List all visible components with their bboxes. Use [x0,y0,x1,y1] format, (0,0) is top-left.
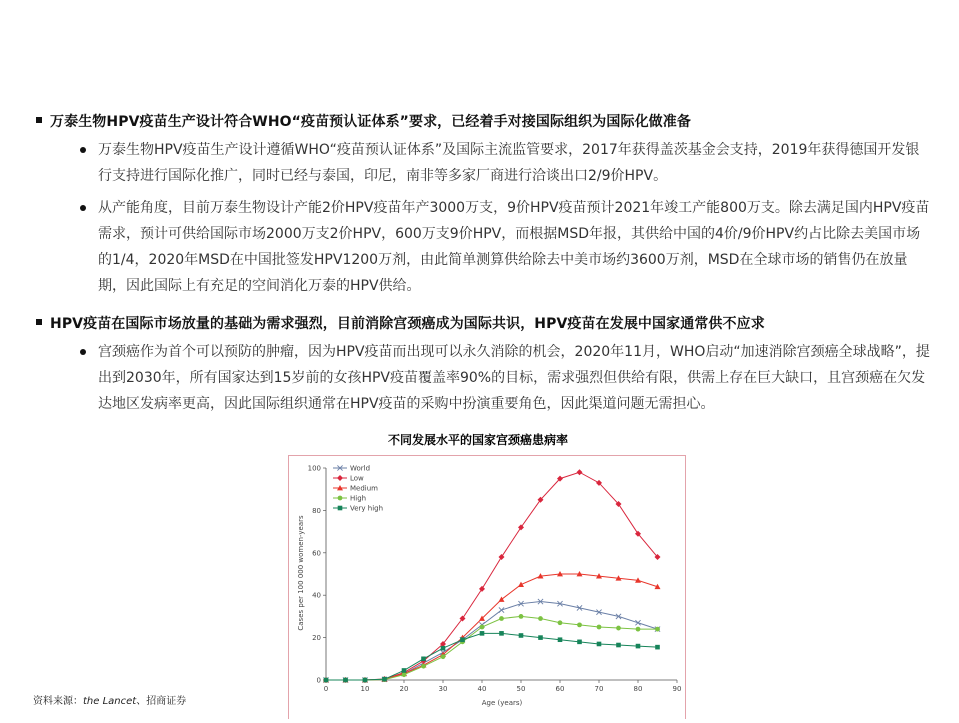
bullet-paragraph [74,137,932,189]
x-tick-label: 50 [516,685,526,693]
data-point [343,678,348,683]
data-point [363,678,368,683]
data-point [441,646,446,651]
data-point [558,637,563,642]
bullet-paragraph [74,195,932,299]
x-tick-label: 40 [477,685,487,693]
data-point [519,633,524,638]
legend-marker [338,506,343,511]
chart-frame [289,456,686,720]
data-point [460,637,465,642]
data-point [597,642,602,647]
y-tick-label: 20 [312,634,321,643]
x-tick-label: 70 [594,685,604,693]
legend-label: Low [350,474,364,483]
data-point [324,678,329,683]
x-tick-label: 60 [555,685,565,693]
section-heading-text: 万泰生物HPV疫苗生产设计符合WHO“疫苗预认证体系”要求，已经着手对接国际组织为国际化做准备 [50,114,691,130]
section-heading-demand [36,313,765,333]
legend-marker [338,496,343,501]
data-point [655,645,660,650]
source-prefix: 资料来源： [33,696,83,707]
round-bullet-icon [80,205,86,211]
data-point [421,664,426,669]
bullet-paragraph [74,339,932,417]
source-journal: the Lancet [83,696,137,707]
y-tick-label: 40 [312,591,321,600]
data-point [597,625,602,630]
data-point [441,654,446,659]
section-heading-internationalization [36,111,691,131]
y-tick-label: 60 [312,549,321,558]
legend-label: Very high [350,504,384,513]
data-point [616,626,621,631]
y-axis-label: Cases per 100 000 women-years [297,515,305,631]
data-point [421,657,426,662]
x-axis-label: Age (years) [481,699,523,707]
x-tick-label: 90 [672,685,682,693]
data-point [558,620,563,625]
y-tick-label: 100 [307,464,321,473]
bullet-text: 宫颈癌作为首个可以预防的肿瘤，因为HPV疫苗而出现可以永久消除的机会，2020年11月，WHO启动“加速消除宫颈癌全球战略”，提出到2030年，所有国家达到15岁前的女孩HPV疫苗覆盖率90%的目标，需求强烈但供给有限，供需上存在巨大缺口，且宫颈癌在欠发达地区发病率更高，因此国际组织通常在HPV疫苗的采购中扮演重要角色，因此渠道问题无需担心。 [98,344,930,412]
x-tick-label: 30 [438,685,448,693]
data-point [538,635,543,640]
x-tick-label: 80 [633,685,643,693]
legend-label: World [350,464,371,473]
legend-label: High [350,494,367,503]
data-point [499,616,504,621]
cervical-cancer-chart [288,455,686,719]
data-point [402,668,407,673]
square-bullet-icon [36,117,42,123]
chart-svg [288,455,686,719]
data-point [636,644,641,649]
data-point [538,616,543,621]
x-tick-label: 10 [360,685,370,693]
data-point [577,622,582,627]
bullet-text: 从产能角度，目前万泰生物设计产能2价HPV疫苗年产3000万支，9价HPV疫苗预计2021年竣工产能800万支。除去满足国内HPV疫苗需求，预计可供给国际市场2000万支2价HPV，600万支9价HPV，而根据MSD年报，其供给中国的4价/9价HPV约占比除去美国市场的1/4，2020年MSD在中国批签发HPV1200万剂，由此简单测算供给除去中美市场约3600万剂，MSD在全球市场的销售仍在放量期，因此国际上有充足的空间消化万泰的HPV供给。 [98,200,930,294]
x-tick-label: 0 [323,685,329,693]
y-tick-label: 80 [312,506,321,515]
data-point [382,677,387,682]
data-point [616,643,621,648]
x-tick-label: 20 [399,685,409,693]
source-note [33,692,186,707]
data-point [577,640,582,645]
chart-title: 不同发展水平的国家宫颈癌患病率 [388,433,569,447]
bullet-text: 万泰生物HPV疫苗生产设计遵循WHO“疫苗预认证体系”及国际主流监管要求，2017年获得盖茨基金会支持，2019年获得德国开发银行支持进行国际化推广，同时已经与泰国，印尼，南非等多家厂商进行洽谈出口2/9价HPV。 [98,142,920,184]
round-bullet-icon [80,147,86,153]
source-suffix: 、招商证券 [136,696,187,707]
data-point [480,625,485,630]
legend-label: Medium [350,484,378,493]
data-point [499,631,504,636]
data-point [480,631,485,636]
data-point [402,672,407,677]
section-heading-text: HPV疫苗在国际市场放量的基础为需求强烈，目前消除宫颈癌成为国际共识，HPV疫苗在发展中国家通常供不应求 [50,316,765,332]
y-tick-label: 0 [316,676,321,685]
square-bullet-icon [36,319,42,325]
data-point [519,614,524,619]
data-point [655,627,660,632]
data-point [636,627,641,632]
round-bullet-icon [80,349,86,355]
